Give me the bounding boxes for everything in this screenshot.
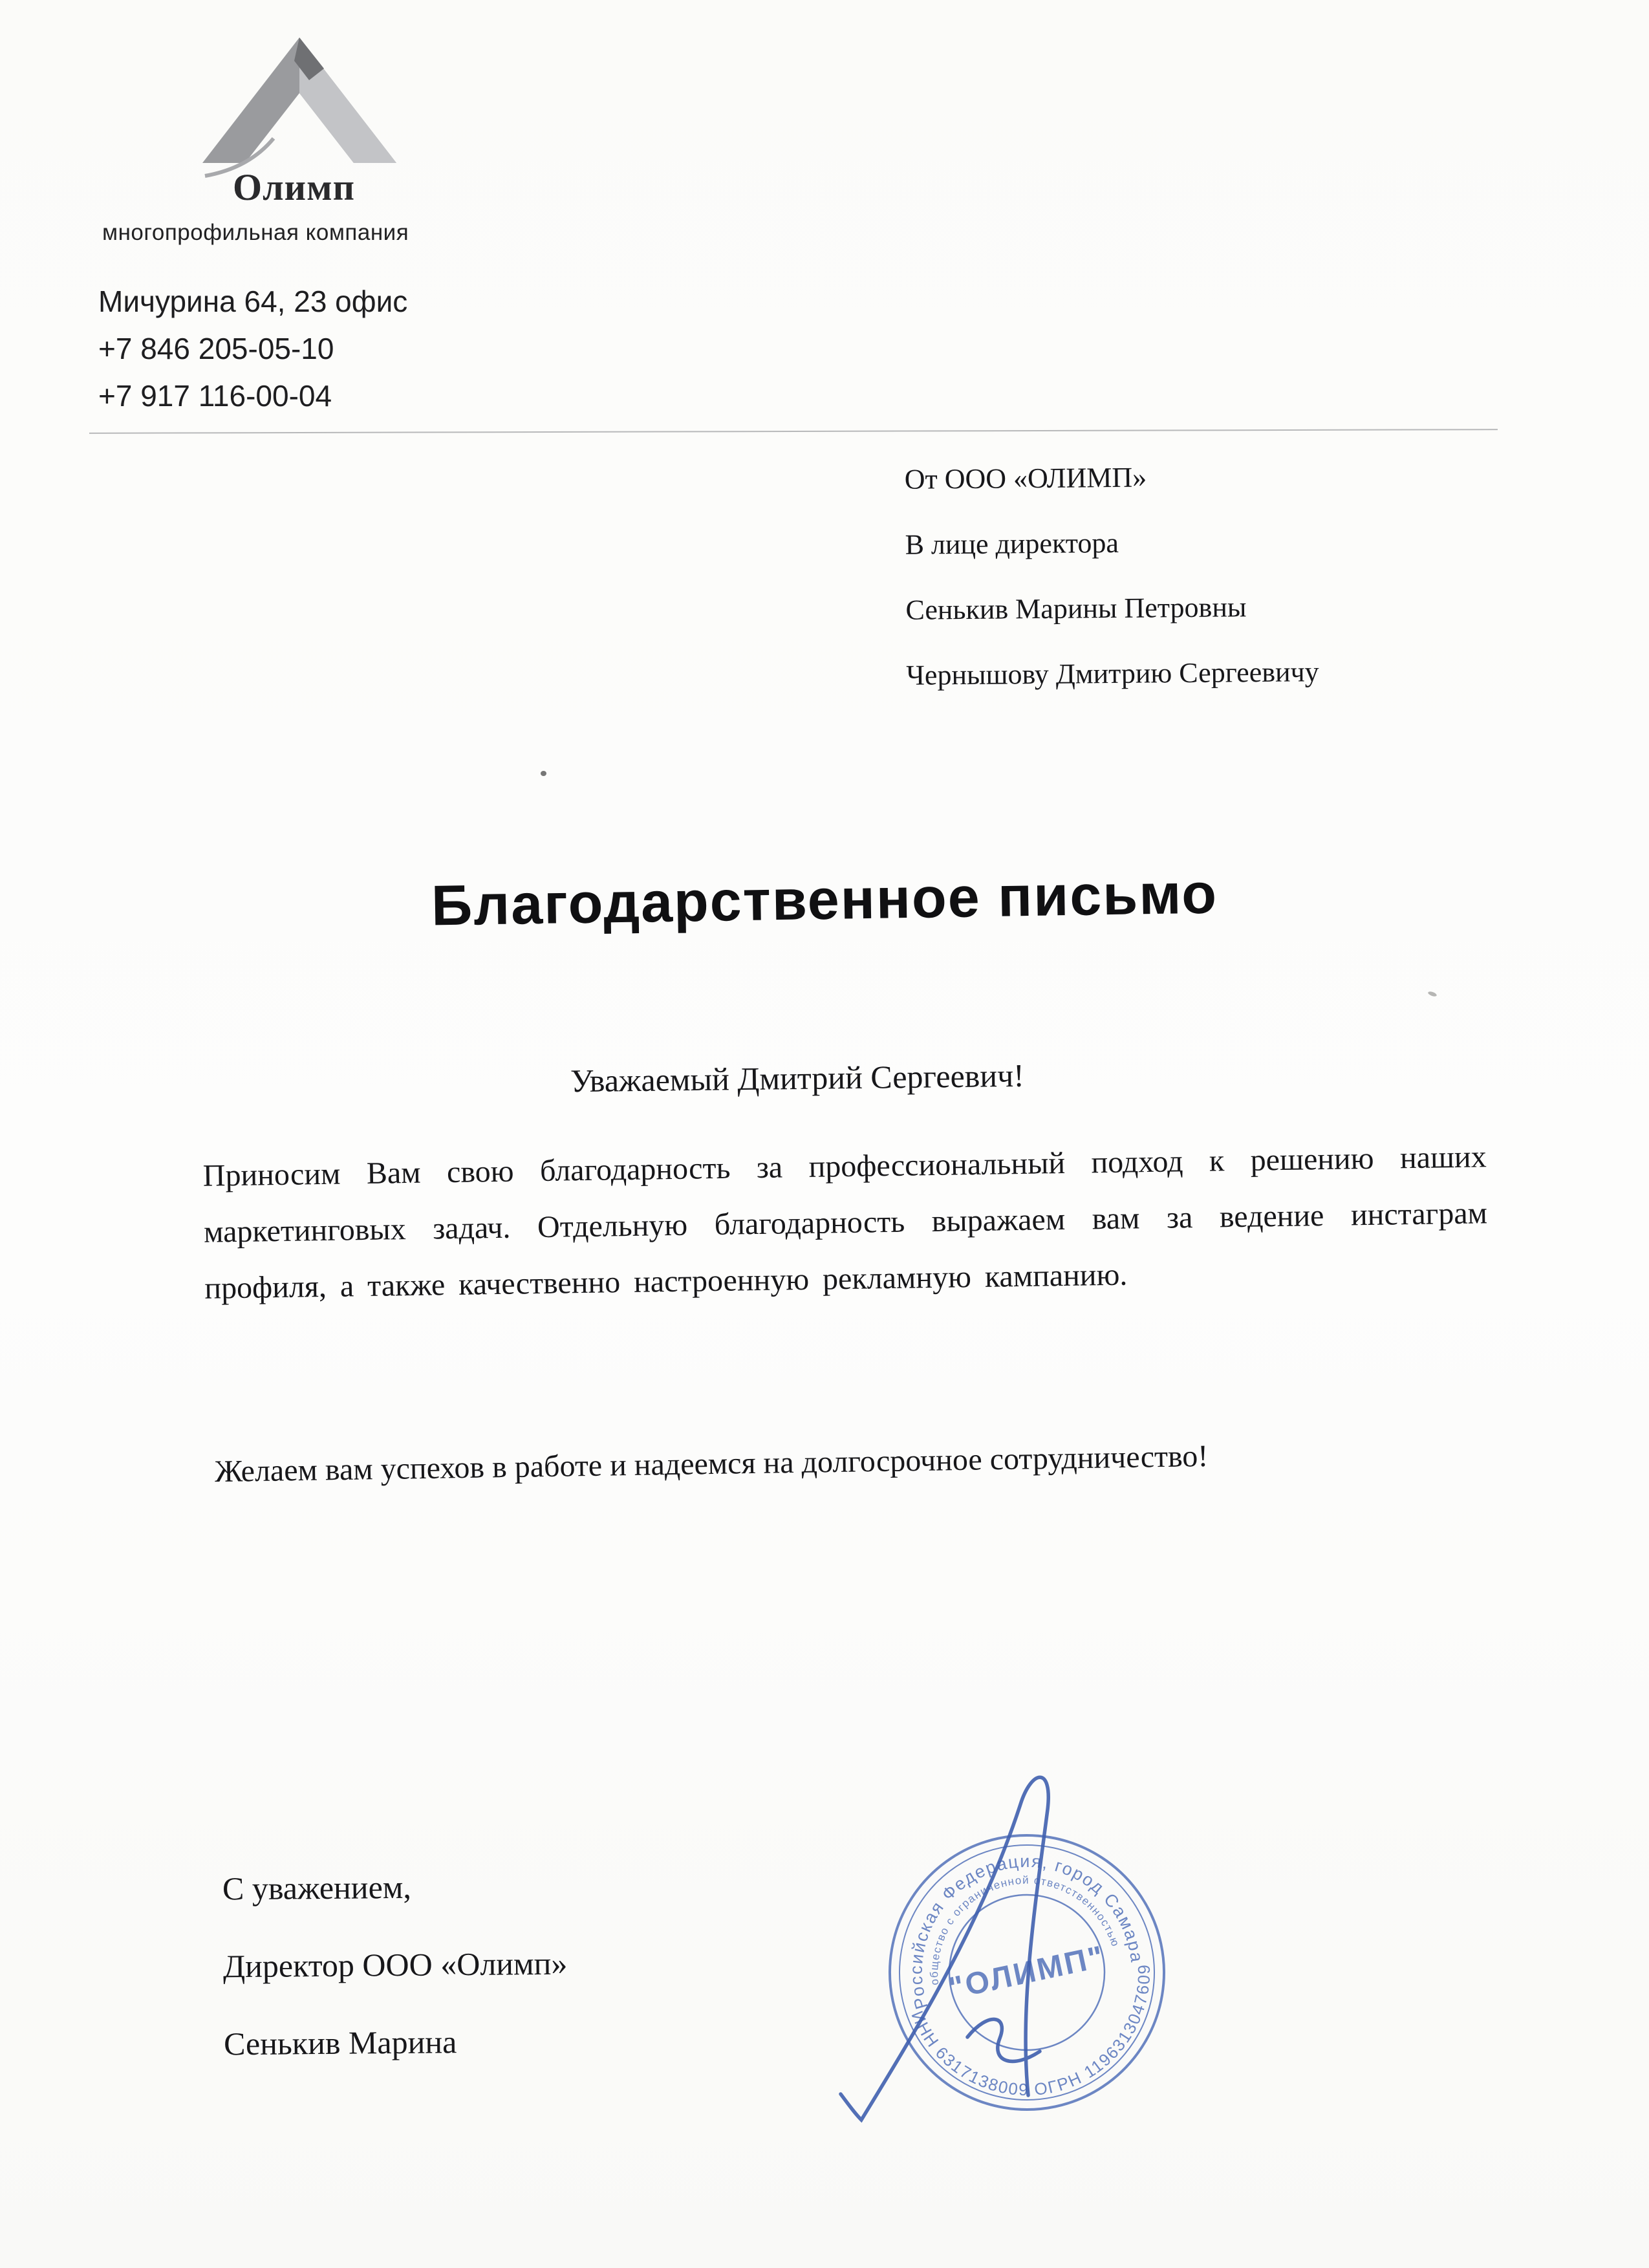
from-block <box>904 443 1319 708</box>
contact-block <box>98 278 407 420</box>
signoff-position: Директор ООО «Олимп» <box>222 1945 568 1985</box>
stamp-ring-bottom-text: ИНН 6317138009 ОГРН 1196313047609 <box>907 1963 1154 2100</box>
body-paragraph-2: Желаем вам успехов в работе и надеемся на долгосрочное сотрудничество! <box>214 1438 1209 1489</box>
header-divider <box>89 429 1498 434</box>
signature-flourish-stroke <box>967 2019 1040 2061</box>
company-logo-mountain-icon <box>191 30 411 188</box>
letter-title: Благодарственное письмо <box>431 861 1218 938</box>
signoff-regards: С уважением, <box>222 1868 412 1907</box>
company-phone-1: +7 846 205-05-10 <box>98 332 334 365</box>
company-phone-2: +7 917 116-00-04 <box>98 379 332 413</box>
body-paragraph-1: Приносим Вам свою благодарность за профессиональный подход к решению наших маркетинговых задач. Отдельную благодарность выражаем вам за ведение инстаграм профиля, а также качественно настроенную рекламную кампанию. <box>202 1139 1488 1306</box>
stamp-ring-inner-text: общество с ограниченной ответственностью <box>928 1874 1122 1986</box>
stamp-and-signature <box>814 1732 1305 2185</box>
salutation: Уважаемый Дмитрий Сергеевич! <box>570 1057 1025 1099</box>
director-line: Сенькив Марины Петровны <box>905 591 1247 626</box>
company-name: Олимп <box>233 166 355 208</box>
scan-speck <box>1427 991 1437 997</box>
signoff-name: Сенькив Марина <box>223 2024 457 2062</box>
addressee-line: Чернышову Дмитрию Сергеевичу <box>906 656 1319 691</box>
role-line: В лице директора <box>905 526 1119 561</box>
stamp-center-text: "ОЛИМП" <box>945 1939 1108 2006</box>
company-address: Мичурина 64, 23 офис <box>98 285 408 318</box>
company-tagline: многопрофильная компания <box>102 220 409 245</box>
signoff-block <box>222 1847 568 2083</box>
stamp-ring-top-text: Российская Федерация, город Самара <box>906 1851 1147 2012</box>
from-line: От ООО «ОЛИМП» <box>904 461 1147 495</box>
scan-speck <box>541 771 546 776</box>
